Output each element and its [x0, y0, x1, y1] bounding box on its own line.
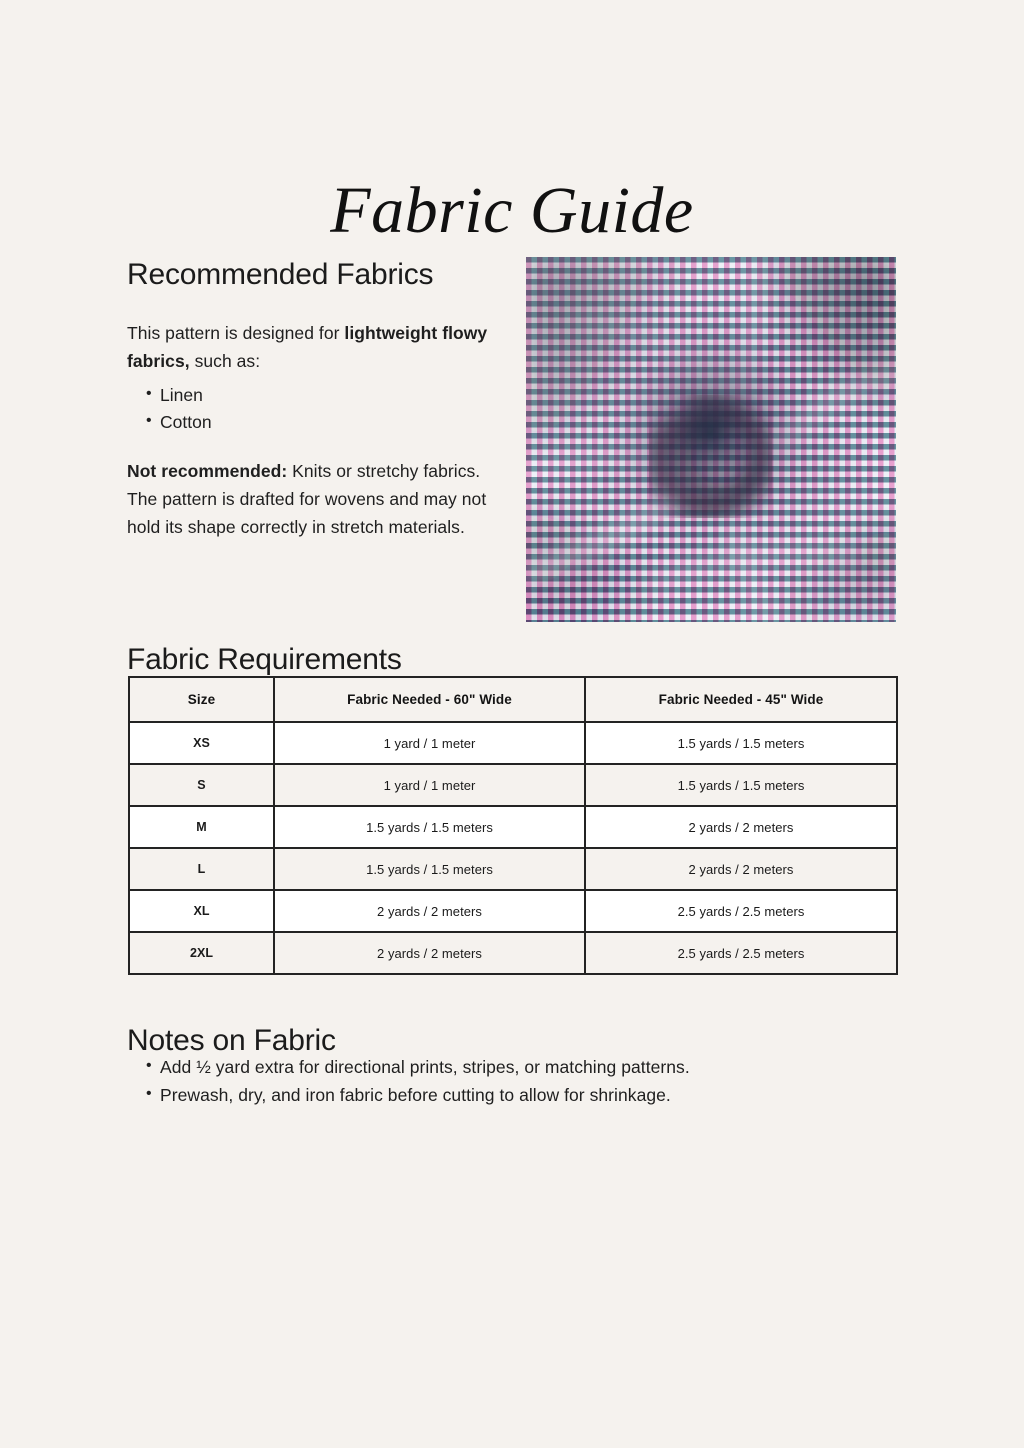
table-row [129, 932, 897, 974]
table-header-row [129, 677, 897, 722]
not-recommended-text: Knits or stretchy fabrics. The pattern is drafted for wovens and may not hold its shape correctly in stretch materials. [127, 460, 487, 538]
cell-45-wide: 1.5 yards / 1.5 meters [585, 722, 897, 764]
column-header-45-wide: Fabric Needed - 45" Wide [585, 677, 897, 722]
recommended-fabric-list [127, 382, 499, 437]
table-row [129, 764, 897, 806]
table-row [129, 848, 897, 890]
list-item [127, 1082, 917, 1110]
cell-45-wide: 2 yards / 2 meters [585, 848, 897, 890]
cell-60-wide: 1 yard / 1 meter [274, 764, 585, 806]
fabric-requirements-heading: Fabric Requirements [127, 642, 402, 676]
fabric-swirl-graphic [526, 257, 896, 622]
table-row [129, 722, 897, 764]
recommended-fabrics-heading: Recommended Fabrics [127, 258, 434, 291]
cell-60-wide: 1.5 yards / 1.5 meters [274, 806, 585, 848]
cell-size: M [129, 806, 274, 848]
intro-bold-text: lightweight flowy fabrics, [127, 323, 488, 372]
cell-size: S [129, 764, 274, 806]
cell-45-wide: 2 yards / 2 meters [585, 806, 897, 848]
list-item [127, 382, 499, 409]
note-text: Add ½ yard extra for directional prints, stripes, or matching patterns. [160, 1057, 690, 1077]
fabric-item-label: Linen [160, 384, 203, 405]
cell-60-wide: 2 yards / 2 meters [274, 890, 585, 932]
cell-45-wide: 1.5 yards / 1.5 meters [585, 764, 897, 806]
column-header-size: Size [129, 677, 274, 722]
fabric-swatch-image [526, 257, 896, 622]
notes-on-fabric-heading: Notes on Fabric [127, 1023, 336, 1057]
cell-45-wide: 2.5 yards / 2.5 meters [585, 890, 897, 932]
cell-size: XS [129, 722, 274, 764]
fabric-requirements-table [128, 676, 898, 975]
not-recommended-label: Not recommended: [127, 460, 288, 481]
note-text: Prewash, dry, and iron fabric before cutting to allow for shrinkage. [160, 1084, 671, 1105]
list-item [127, 1054, 917, 1082]
cell-60-wide: 1 yard / 1 meter [274, 722, 585, 764]
list-item [127, 409, 499, 436]
notes-on-fabric-list [127, 1054, 917, 1109]
intro-tail-text: such as: [189, 351, 261, 372]
cell-size: L [129, 848, 274, 890]
cell-size: 2XL [129, 932, 274, 974]
table-row [129, 890, 897, 932]
not-recommended-paragraph [127, 457, 499, 542]
table-row [129, 806, 897, 848]
recommended-intro-paragraph [127, 319, 499, 376]
intro-lead-text: This pattern is designed for [127, 323, 345, 343]
column-header-60-wide: Fabric Needed - 60" Wide [274, 677, 585, 722]
recommended-fabrics-section [127, 258, 499, 542]
page-title: Fabric Guide [330, 174, 694, 248]
cell-45-wide: 2.5 yards / 2.5 meters [585, 932, 897, 974]
fabric-item-label: Cotton [160, 412, 212, 433]
cell-60-wide: 1.5 yards / 1.5 meters [274, 848, 585, 890]
cell-60-wide: 2 yards / 2 meters [274, 932, 585, 974]
cell-size: XL [129, 890, 274, 932]
